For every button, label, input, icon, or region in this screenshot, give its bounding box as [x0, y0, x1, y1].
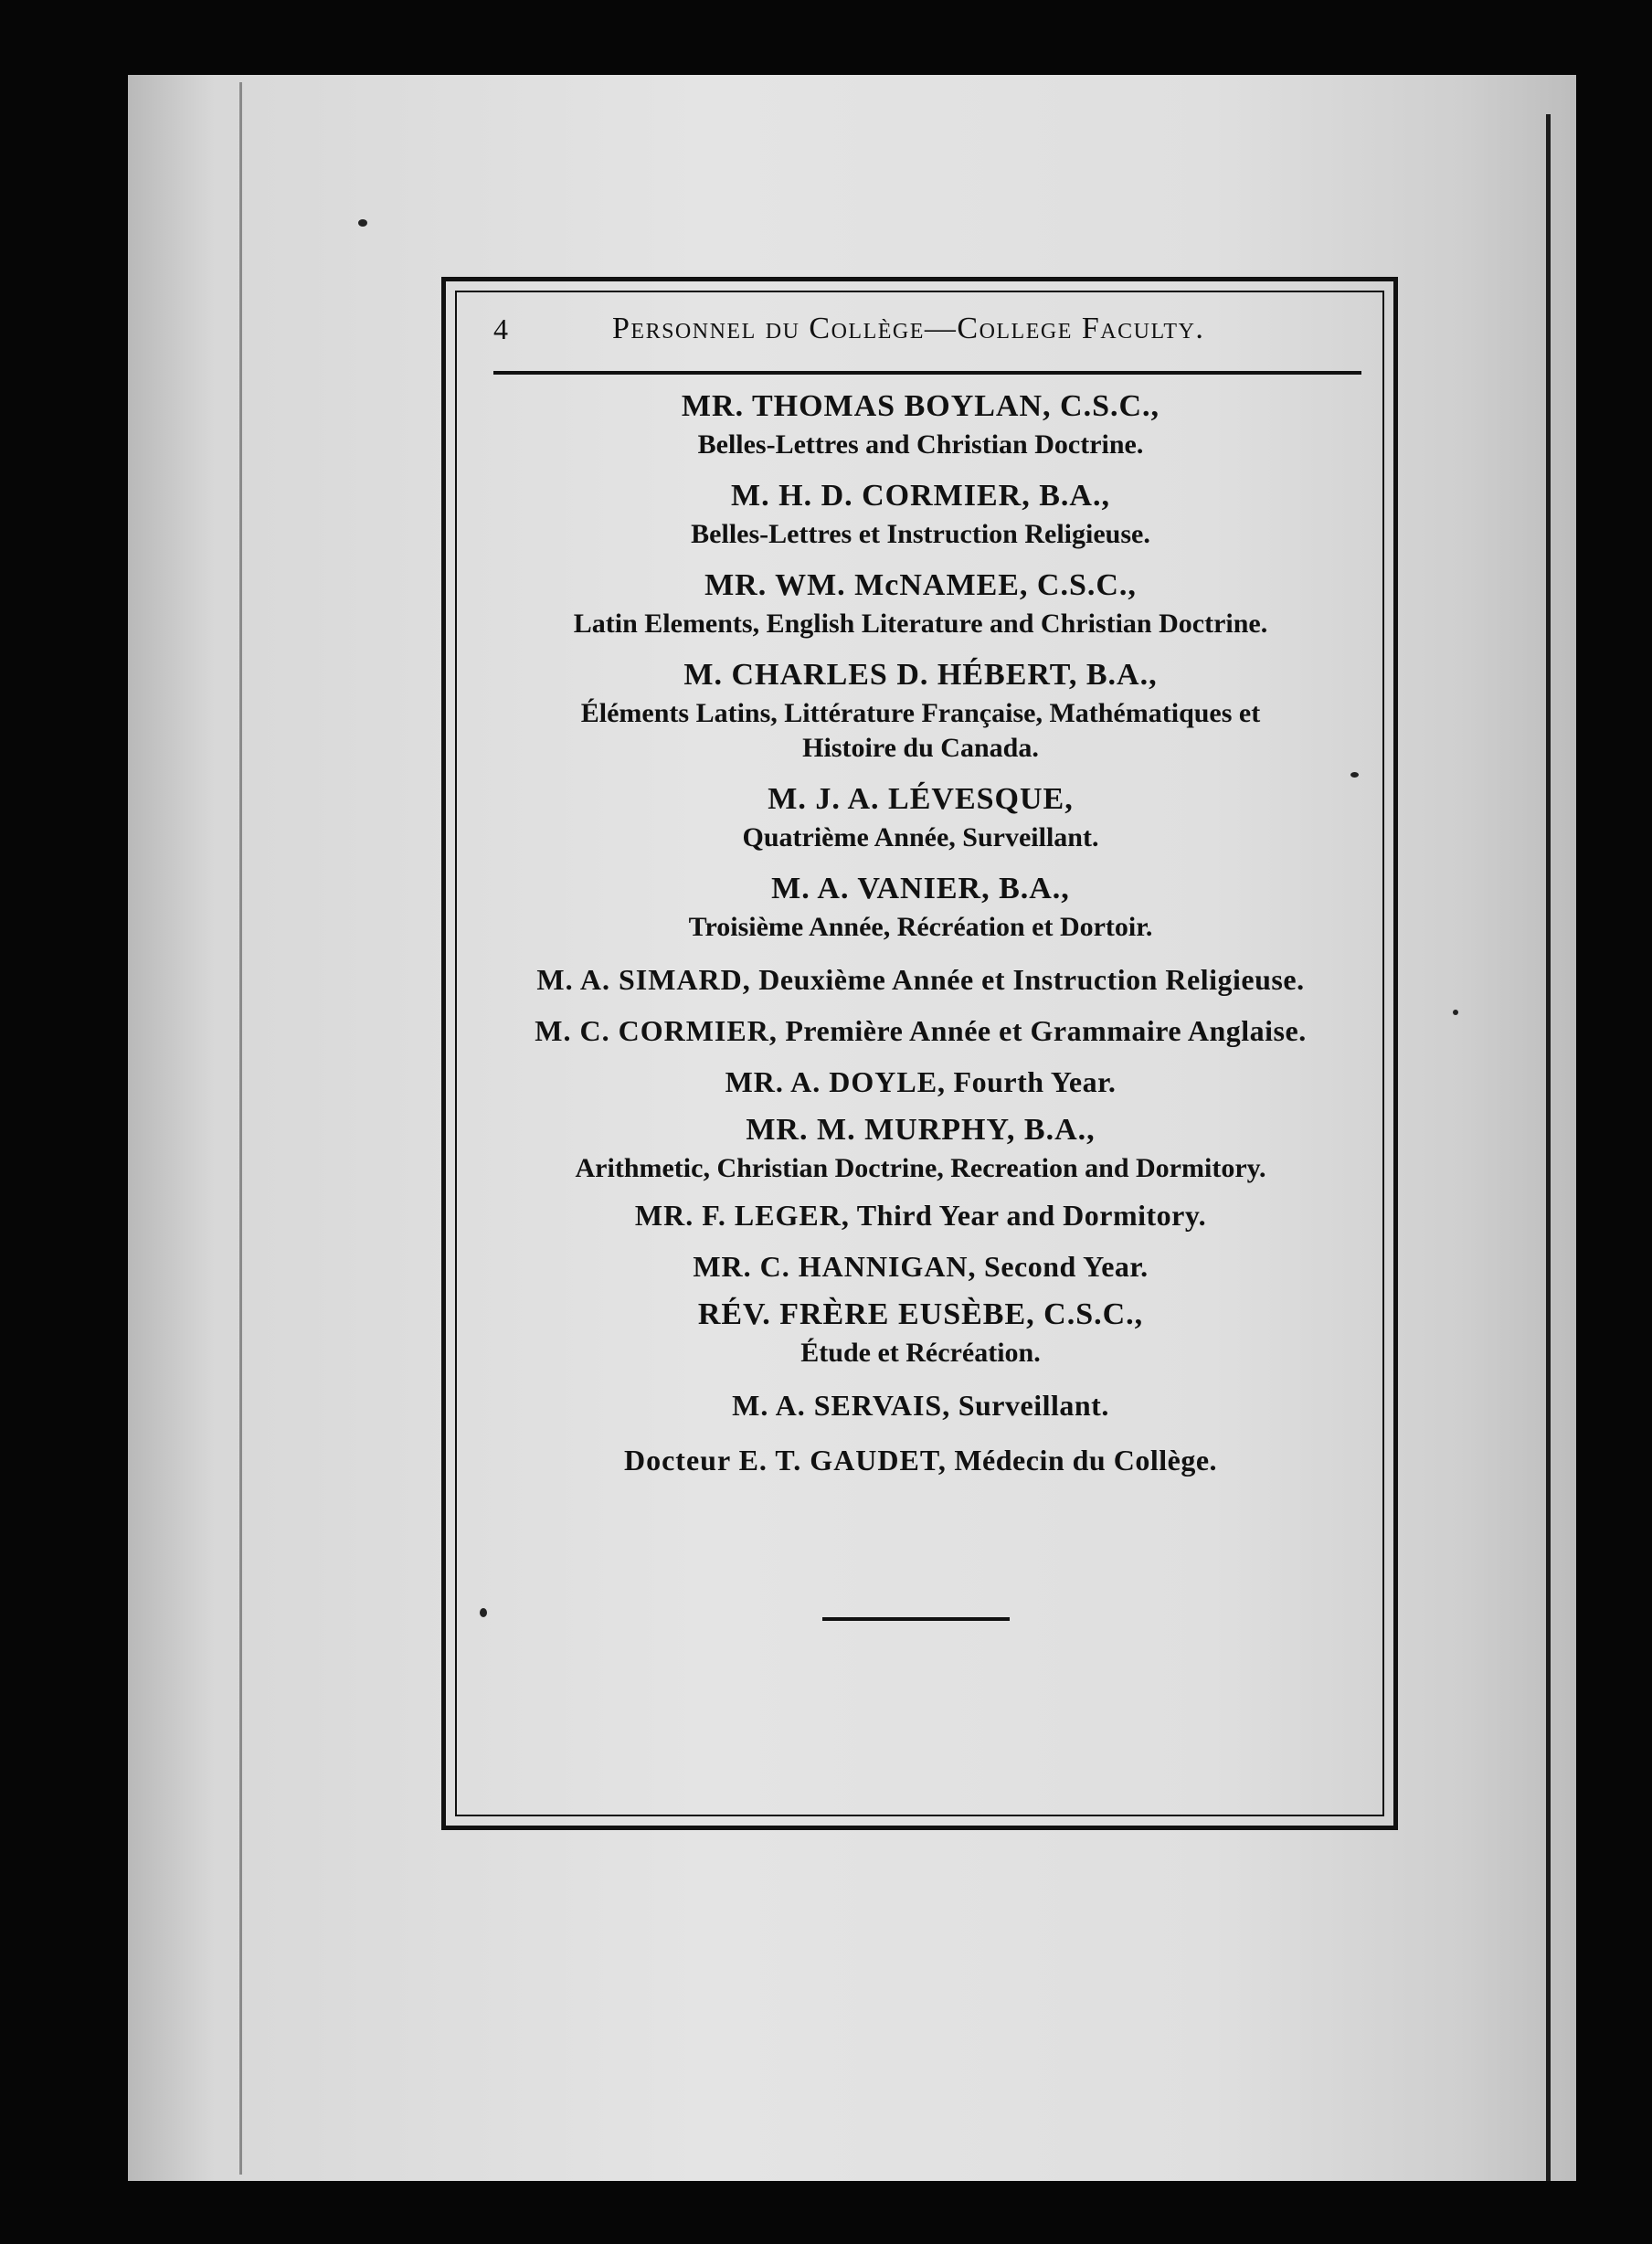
faculty-entry: [475, 778, 1366, 855]
faculty-role: Surveillant.: [958, 1389, 1109, 1422]
faculty-role: Deuxième Année et Instruction Religieuse.: [758, 963, 1305, 996]
faculty-entry: [475, 1190, 1366, 1241]
faculty-name: M. A. VANIER, B.A.,: [771, 872, 1070, 905]
faculty-entry: [475, 1294, 1366, 1371]
faculty-name: M. A. SERVAIS,: [732, 1389, 951, 1422]
faculty-entry: [475, 954, 1366, 1005]
faculty-entry: [475, 868, 1366, 945]
faculty-name: RÉV. FRÈRE EUSÈBE, C.S.C.,: [697, 1297, 1144, 1331]
faculty-name: MR. M. MURPHY, B.A.,: [746, 1113, 1096, 1147]
faculty-name: MR. THOMAS BOYLAN, C.S.C.,: [681, 389, 1160, 423]
faculty-entry: [475, 654, 1366, 766]
page-edge-right: [1546, 114, 1551, 2181]
faculty-role: Éléments Latins, Littérature Française, Mathématiques et: [580, 698, 1261, 728]
faculty-role: Première Année et Grammaire Anglaise.: [785, 1014, 1307, 1047]
header-rule: [493, 371, 1361, 375]
faculty-role: Arithmetic, Christian Doctrine, Recreation and Dormitory.: [575, 1153, 1266, 1183]
page-header: [493, 306, 1366, 352]
page-number: 4: [493, 312, 508, 345]
faculty-role: Fourth Year.: [953, 1065, 1117, 1098]
faculty-entry: [475, 475, 1366, 552]
ink-speck: [358, 219, 367, 227]
faculty-entry: [475, 1241, 1366, 1292]
faculty-name: MR. A. DOYLE,: [725, 1065, 947, 1098]
faculty-role: Troisième Année, Récréation et Dortoir.: [688, 912, 1153, 942]
ink-speck: [1453, 1010, 1458, 1015]
closing-rule: [822, 1617, 1010, 1621]
page-edge-left: [239, 82, 242, 2175]
faculty-name: M. J. A. LÉVESQUE,: [768, 782, 1074, 816]
faculty-role: Belles-Lettres et Instruction Religieuse.: [691, 519, 1150, 549]
faculty-entry: [475, 1434, 1366, 1486]
faculty-role: Third Year and Dormitory.: [856, 1199, 1207, 1232]
faculty-name: MR. WM. McNAMEE, C.S.C.,: [704, 568, 1137, 602]
faculty-name: M. C. CORMIER,: [535, 1014, 778, 1047]
faculty-entry: [475, 1056, 1366, 1107]
faculty-name: Docteur E. T. GAUDET,: [623, 1444, 947, 1477]
faculty-entry: [475, 1109, 1366, 1186]
faculty-name: MR. F. LEGER,: [634, 1199, 850, 1232]
faculty-name: MR. C. HANNIGAN,: [693, 1250, 977, 1283]
faculty-entry: [475, 386, 1366, 462]
faculty-role: Histoire du Canada.: [802, 733, 1039, 763]
faculty-entry: [475, 565, 1366, 641]
faculty-entry: [475, 1380, 1366, 1431]
faculty-name: M. CHARLES D. HÉBERT, B.A.,: [683, 658, 1158, 692]
faculty-role: Belles-Lettres and Christian Doctrine.: [697, 429, 1144, 460]
faculty-role: Quatrième Année, Surveillant.: [742, 822, 1099, 852]
faculty-role: Second Year.: [984, 1250, 1149, 1283]
faculty-role: Latin Elements, English Literature and Christian Doctrine.: [573, 609, 1268, 639]
faculty-name: M. A. SIMARD,: [536, 963, 751, 996]
faculty-entry: [475, 1005, 1366, 1056]
running-head: Personnel du Collège—College Faculty.: [612, 312, 1205, 345]
faculty-role: Étude et Récréation.: [800, 1338, 1041, 1368]
faculty-role: Médecin du Collège.: [954, 1444, 1218, 1477]
faculty-list: [475, 382, 1366, 1486]
faculty-name: M. H. D. CORMIER, B.A.,: [731, 479, 1110, 513]
